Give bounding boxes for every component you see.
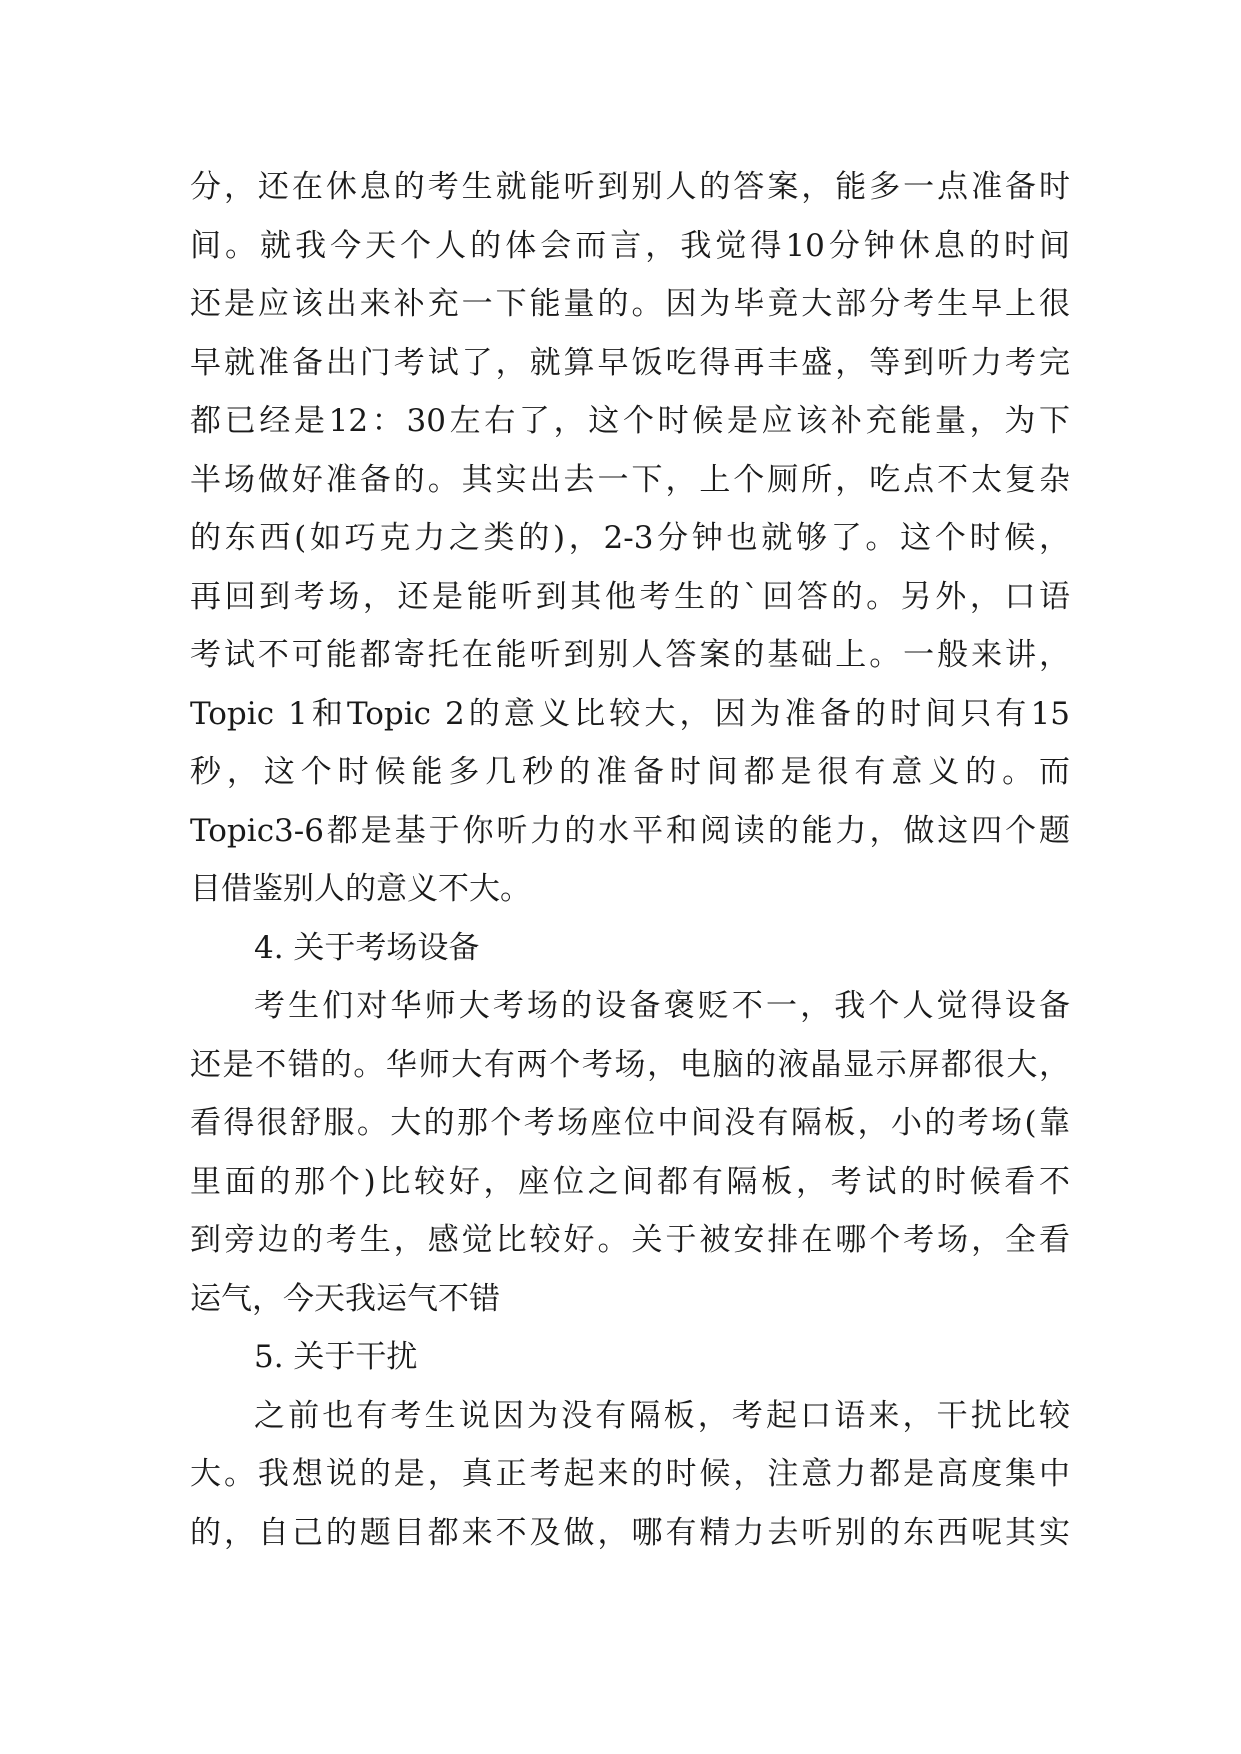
text-line: Topic 1和Topic 2的意义比较大，因为准备的时间只有15 — [190, 695, 1070, 732]
text-line: 秒，这个时候能多几秒的准备时间都是很有意义的。而 — [190, 754, 1070, 790]
text-line: 目借鉴别人的意义不大。 — [190, 871, 531, 907]
text-line: 之前也有考生说因为没有隔板，考起口语来，干扰比较 — [254, 1397, 1070, 1434]
text-line: Topic3-6都是基于你听力的水平和阅读的能力，做这四个题 — [190, 812, 1070, 849]
text-line: 看得很舒服。大的那个考场座位中间没有隔板，小的考场(靠 — [190, 1105, 1070, 1141]
text-line: 运气，今天我运气不错 — [190, 1280, 500, 1317]
text-line: 还是不错的。华师大有两个考场，电脑的液晶显示屏都很大， — [190, 1046, 1070, 1083]
text-line: 里面的那个)比较好，座位之间都有隔板，考试的时候看不 — [190, 1163, 1070, 1200]
text-line: 大。我想说的是，真正考起来的时候，注意力都是高度集中 — [190, 1456, 1070, 1492]
text-line: 的，自己的题目都来不及做，哪有精力去听别的东西呢其实 — [190, 1514, 1070, 1551]
text-line: 间。就我今天个人的体会而言，我觉得10分钟休息的时间 — [190, 227, 1070, 264]
text-line: 考生们对华师大考场的设备褒贬不一，我个人觉得设备 — [254, 988, 1070, 1024]
section-heading: 4. 关于考场设备 — [254, 929, 480, 966]
body-text — [190, 158, 1070, 1562]
text-line: 都已经是12：30左右了，这个时候是应该补充能量，为下 — [190, 403, 1070, 439]
text-line: 早就准备出门考试了，就算早饭吃得再丰盛，等到听力考完 — [190, 344, 1070, 381]
section-heading: 5. 关于干扰 — [254, 1339, 418, 1375]
text-line: 还是应该出来补充一下能量的。因为毕竟大部分考生早上很 — [190, 286, 1070, 322]
text-line: 再回到考场，还是能听到其他考生的`回答的。另外，口语 — [190, 578, 1070, 615]
text-line: 的东西(如巧克力之类的)，2-3分钟也就够了。这个时候， — [190, 520, 1070, 556]
text-line: 分，还在休息的考生就能听到别人的答案，能多一点准备时 — [190, 169, 1070, 205]
text-line: 考试不可能都寄托在能听到别人答案的基础上。一般来讲， — [190, 637, 1070, 673]
text-line: 到旁边的考生，感觉比较好。关于被安排在哪个考场，全看 — [190, 1222, 1070, 1258]
text-line: 半场做好准备的。其实出去一下，上个厕所，吃点不太复杂 — [190, 461, 1070, 498]
